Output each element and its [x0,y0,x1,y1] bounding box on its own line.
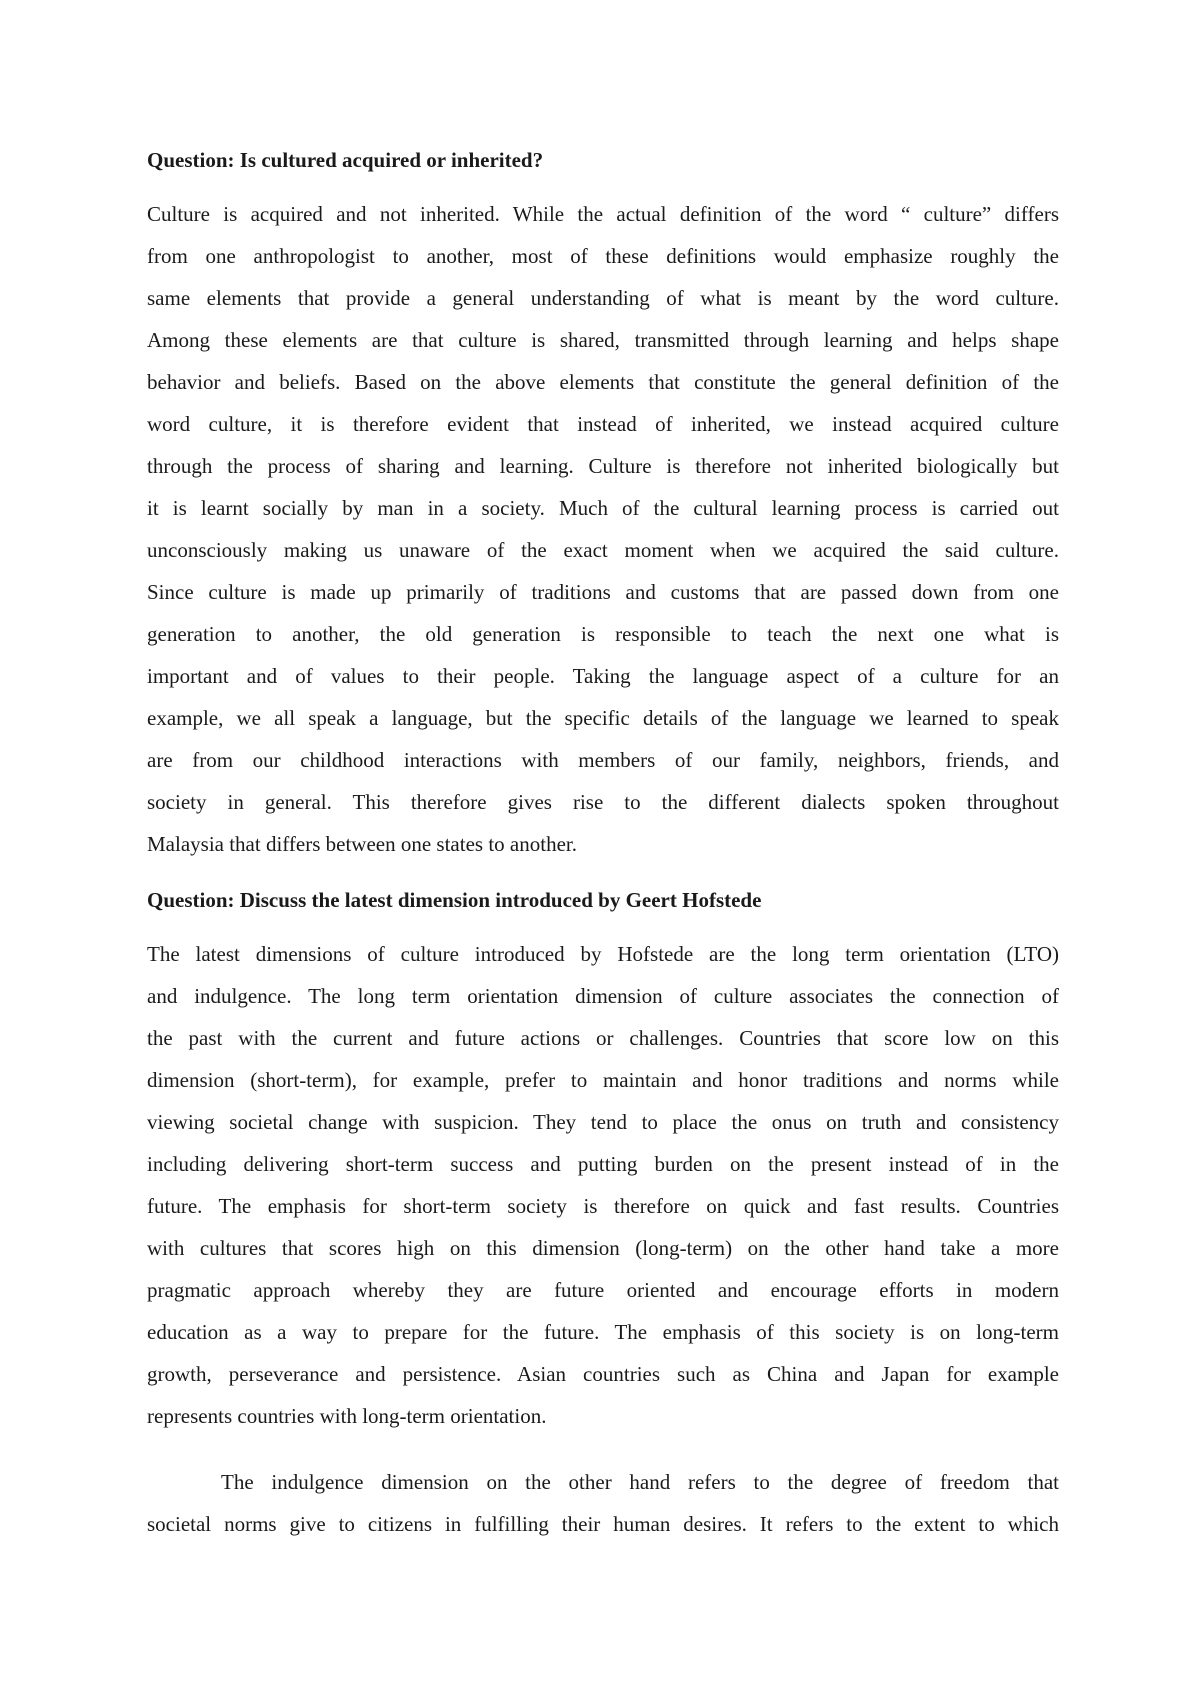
paragraph-line: future. The emphasis for short-term society is therefore on quick and fast results. Countries [147,1194,1059,1218]
paragraph-line: are from our childhood interactions with members of our family, neighbors, friends, and [147,748,1059,772]
paragraph-line: dimension (short-term), for example, prefer to maintain and honor traditions and norms while [147,1068,1059,1092]
paragraph-line: Since culture is made up primarily of traditions and customs that are passed down from one [147,580,1059,604]
paragraph-line: represents countries with long-term orientation. [147,1404,547,1428]
paragraph-line: the past with the current and future actions or challenges. Countries that score low on this [147,1026,1059,1050]
paragraph-line: society in general. This therefore gives rise to the different dialects spoken throughout [147,790,1059,814]
paragraph-line: and indulgence. The long term orientation dimension of culture associates the connection of [147,984,1059,1008]
paragraph-line: word culture, it is therefore evident that instead of inherited, we instead acquired culture [147,412,1059,436]
paragraph-line: unconsciously making us unaware of the exact moment when we acquired the said culture. [147,538,1059,562]
paragraph-line: important and of values to their people. Taking the language aspect of a culture for an [147,664,1059,688]
section2-paragraph [147,933,1059,1437]
paragraph-line: same elements that provide a general understanding of what is meant by the word culture. [147,286,1059,310]
paragraph-line: societal norms give to citizens in fulfilling their human desires. It refers to the extent to which [147,1512,1059,1536]
section1-heading: Question: Is cultured acquired or inherited? [147,148,544,172]
paragraph-line: education as a way to prepare for the future. The emphasis of this society is on long-term [147,1320,1059,1344]
paragraph-line: generation to another, the old generation is responsible to teach the next one what is [147,622,1059,646]
document-page [147,145,1059,1545]
paragraph-line: viewing societal change with suspicion. They tend to place the onus on truth and consistency [147,1110,1059,1134]
paragraph-line: example, we all speak a language, but the specific details of the language we learned to speak [147,706,1059,730]
paragraph-line: including delivering short-term success and putting burden on the present instead of in the [147,1152,1059,1176]
paragraph-line: The latest dimensions of culture introduced by Hofstede are the long term orientation (LTO) [147,942,1059,966]
paragraph-line: pragmatic approach whereby they are future oriented and encourage efforts in modern [147,1278,1059,1302]
paragraph-line: Malaysia that differs between one states to another. [147,832,577,856]
paragraph-line: it is learnt socially by man in a society. Much of the cultural learning process is carried out [147,496,1059,520]
paragraph-line: The indulgence dimension on the other hand refers to the degree of freedom that [221,1470,1059,1494]
paragraph-line: Among these elements are that culture is shared, transmitted through learning and helps shape [147,328,1059,352]
paragraph-line: Culture is acquired and not inherited. While the actual definition of the word “ culture” differs [147,202,1059,226]
section2-paragraph-2 [147,1461,1059,1545]
section1-paragraph [147,193,1059,865]
paragraph-line: with cultures that scores high on this dimension (long-term) on the other hand take a more [147,1236,1059,1260]
paragraph-line: through the process of sharing and learning. Culture is therefore not inherited biologically but [147,454,1059,478]
paragraph-line: behavior and beliefs. Based on the above elements that constitute the general definition of the [147,370,1059,394]
paragraph-line: from one anthropologist to another, most of these definitions would emphasize roughly the [147,244,1059,268]
section2-heading: Question: Discuss the latest dimension introduced by Geert Hofstede [147,888,762,912]
paragraph-line: growth, perseverance and persistence. Asian countries such as China and Japan for example [147,1362,1059,1386]
